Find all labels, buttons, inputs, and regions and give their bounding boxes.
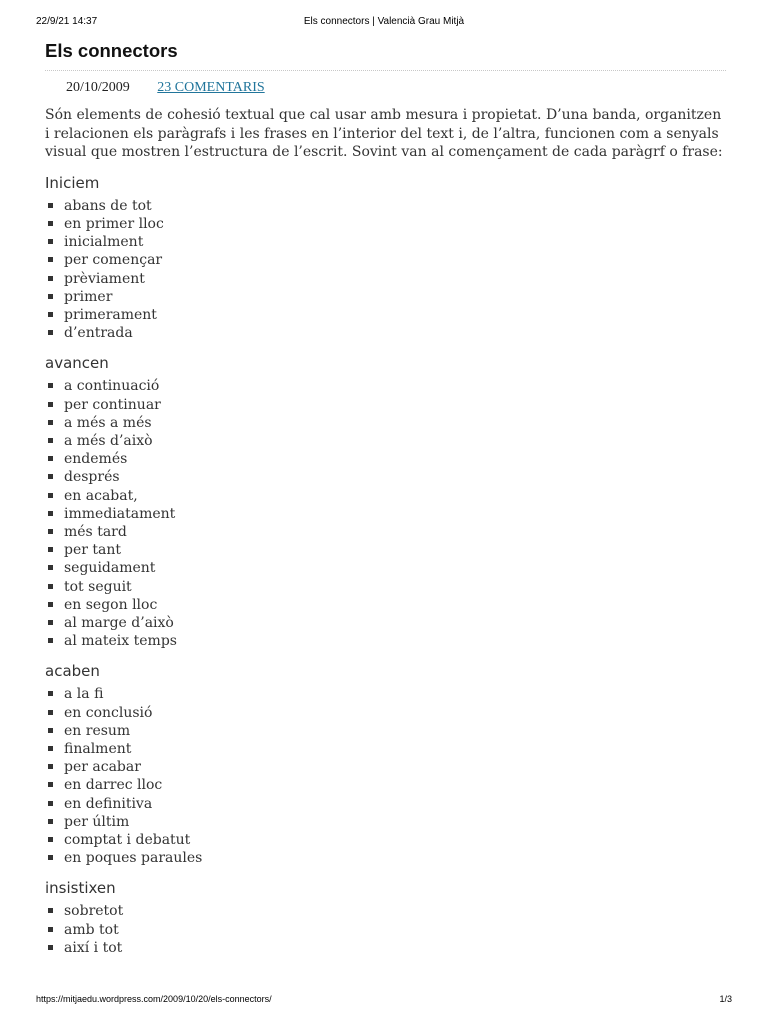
list-item: seguidament: [45, 559, 728, 577]
intro-paragraph: Són elements de cohesió textual que cal usar amb mesura i propietat. D’una banda, organitzen i relacionen els paràgrafs i les frases en l’interior del text i, de l’altra, funcionen com a senyals visual que mostren l’estructura de l’escrit. Sovint van al començament de cada paràgrf o frase:: [45, 107, 723, 161]
list-item: inicialment: [45, 233, 728, 251]
list-item: en acabat,: [45, 487, 728, 505]
list-item: a continuació: [45, 377, 728, 395]
list-item: en primer lloc: [45, 215, 728, 233]
list-item: abans de tot: [45, 197, 728, 215]
list-item: a més d’això: [45, 432, 728, 450]
list-item: a la fi: [45, 685, 728, 703]
list-item: en conclusió: [45, 704, 728, 722]
connector-list-insistixen: [45, 902, 728, 957]
section-heading-iniciem: Iniciem: [45, 173, 100, 192]
list-item: en resum: [45, 722, 728, 740]
print-header: [36, 16, 732, 30]
list-item: per últim: [45, 813, 728, 831]
list-item: en segon lloc: [45, 596, 728, 614]
list-item: per tant: [45, 541, 728, 559]
list-item: finalment: [45, 740, 728, 758]
print-page-title: Els connectors | Valencià Grau Mitjà: [303, 16, 465, 27]
print-footer: [36, 994, 732, 1008]
list-item: primerament: [45, 306, 728, 324]
list-item: més tard: [45, 523, 728, 541]
connector-list-avancen: [45, 377, 728, 650]
list-item: amb tot: [45, 921, 728, 939]
connector-list-acaben: [45, 685, 728, 867]
list-item: en poques paraules: [45, 849, 728, 867]
list-item: comptat i debatut: [45, 831, 728, 849]
list-item: després: [45, 468, 728, 486]
list-item: per començar: [45, 251, 728, 269]
list-item: al mateix temps: [45, 632, 728, 650]
list-item: per acabar: [45, 758, 728, 776]
post-content: [45, 106, 728, 957]
list-item: per continuar: [45, 396, 728, 414]
list-item: així i tot: [45, 939, 728, 957]
post-date: 20/10/2009: [66, 80, 130, 95]
post-meta: [66, 80, 265, 96]
list-item: endemés: [45, 450, 728, 468]
list-item: tot seguit: [45, 578, 728, 596]
section-heading-avancen: avancen: [45, 354, 109, 373]
section-heading-acaben: acaben: [45, 662, 100, 681]
list-item: en definitiva: [45, 795, 728, 813]
title-divider: [45, 70, 726, 71]
list-item: d’entrada: [45, 324, 728, 342]
list-item: primer: [45, 288, 728, 306]
connector-list-iniciem: [45, 197, 728, 343]
list-item: a més a més: [45, 414, 728, 432]
list-item: al marge d’això: [45, 614, 728, 632]
list-item: immediatament: [45, 505, 728, 523]
page-number: 1/3: [719, 994, 732, 1004]
list-item: en darrec lloc: [45, 776, 728, 794]
list-item: sobretot: [45, 902, 728, 920]
list-item: prèviament: [45, 270, 728, 288]
comments-link[interactable]: 23 COMENTARIS: [157, 80, 265, 95]
page-url: https://mitjaedu.wordpress.com/2009/10/20/els-connectors/: [36, 994, 272, 1004]
post-title: Els connectors: [45, 40, 178, 61]
print-datetime: 22/9/21 14:37: [36, 16, 98, 27]
section-heading-insistixen: insistixen: [45, 879, 116, 898]
